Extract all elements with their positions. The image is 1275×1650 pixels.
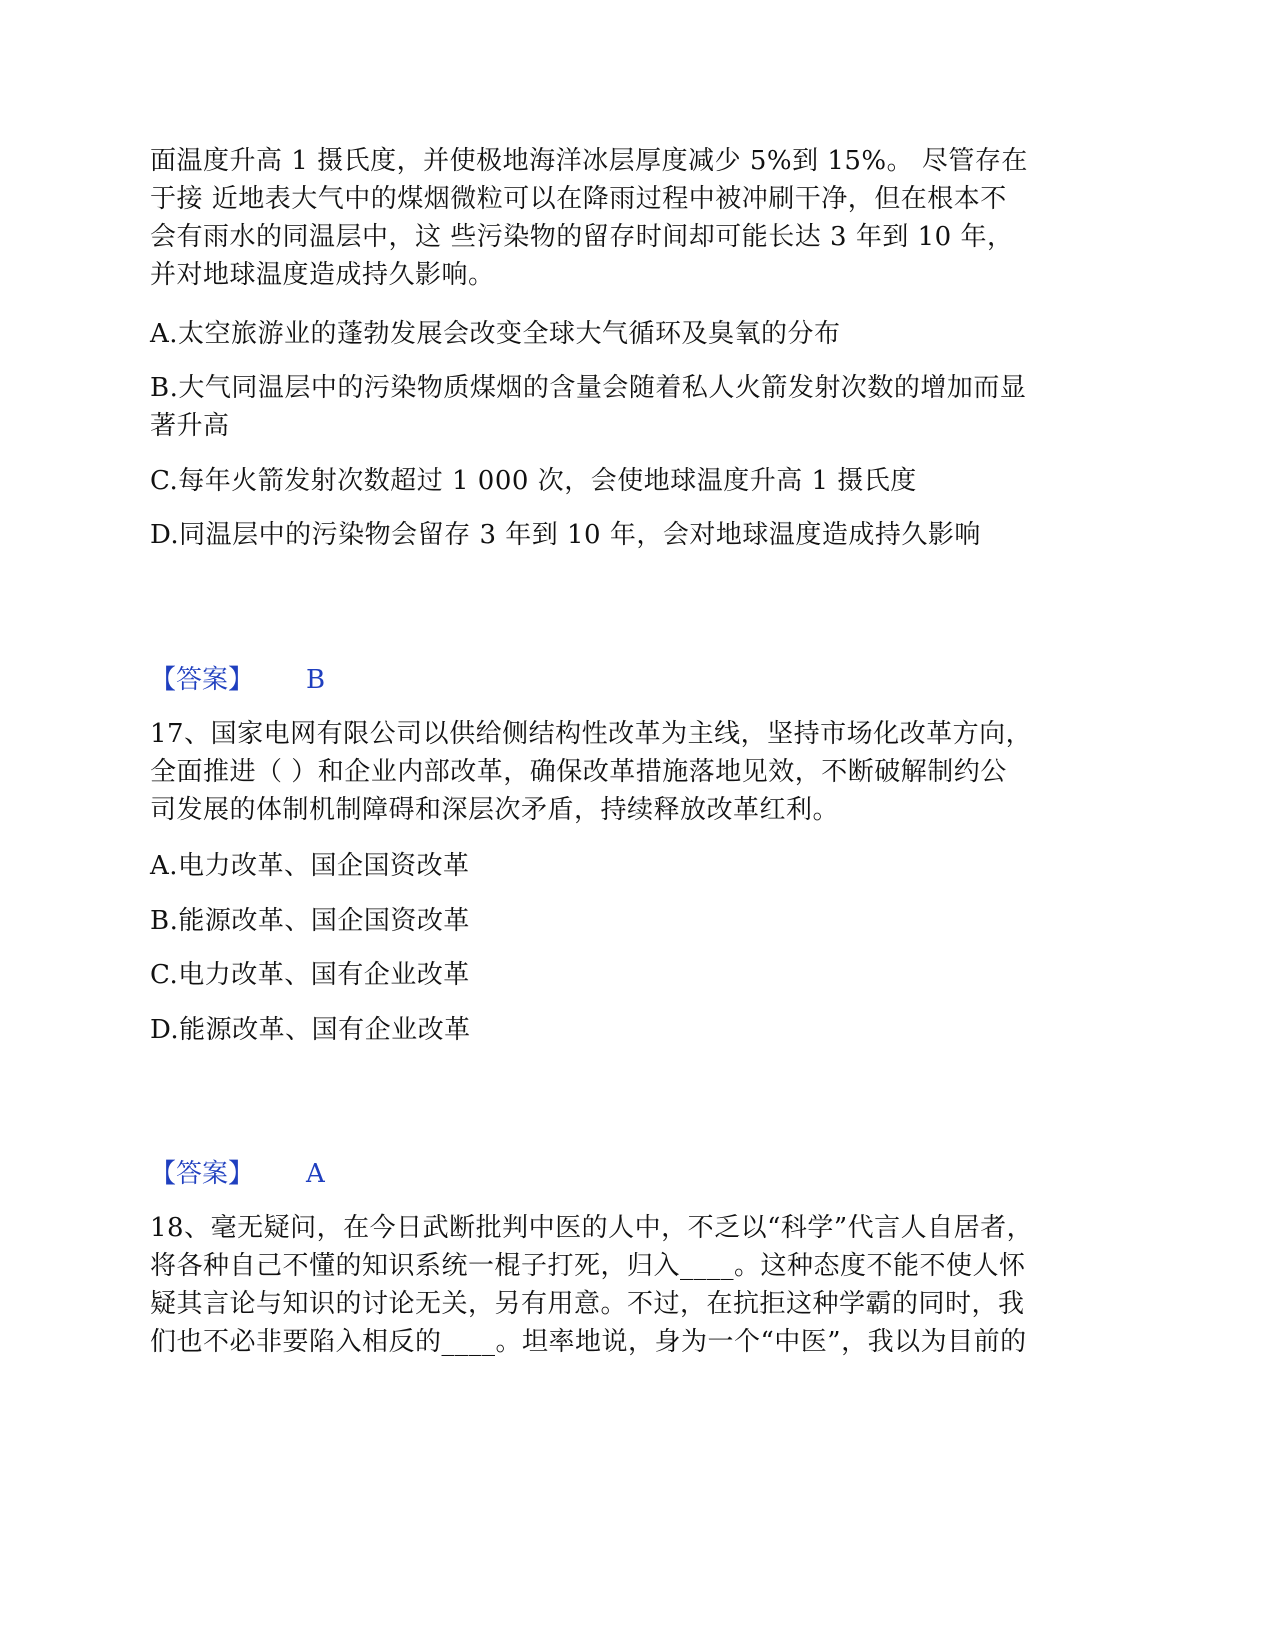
q17-answer-value: A bbox=[306, 1159, 325, 1189]
q17-option-a: A.电力改革、国企国资改革 bbox=[150, 851, 470, 881]
q17-stem-line-1: 17、国家电网有限公司以供给侧结构性改革为主线，坚持市场化改革方向， bbox=[150, 719, 1033, 749]
q18-stem-line-1: 18、毫无疑问，在今日武断批判中医的人中，不乏以“科学”代言人自居者， bbox=[150, 1213, 1034, 1243]
q17-stem bbox=[150, 715, 1110, 829]
q16-option-a: A.太空旅游业的蓬勃发展会改变全球大气循环及臭氧的分布 bbox=[150, 319, 841, 349]
q16-passage-line-4: 并对地球温度造成持久影响。 bbox=[150, 260, 495, 290]
q17-answer-label: 【答案】 bbox=[150, 1159, 255, 1189]
q18-stem-line-3: 疑其言论与知识的讨论无关，另有用意。不过，在抗拒这种学霸的同时，我 bbox=[150, 1289, 1025, 1319]
q16-passage-line-3: 会有雨水的同温层中，这 些污染物的留存时间却可能长达 3 年到 10 年， bbox=[150, 222, 1014, 252]
q16-option-b-line-1: B.大气同温层中的污染物质煤烟的含量会随着私人火箭发射次数的增加而显 bbox=[150, 373, 1027, 403]
q16-option-b bbox=[150, 369, 1110, 445]
q16-option-b-line-2: 著升高 bbox=[150, 411, 230, 441]
q17-option-c: C.电力改革、国有企业改革 bbox=[150, 960, 470, 990]
q16-answer-label: 【答案】 bbox=[150, 665, 255, 695]
q17-stem-line-2: 全面推进（ ）和企业内部改革，确保改革措施落地见效，不断破解制约公 bbox=[150, 757, 1007, 787]
q18-stem bbox=[150, 1209, 1110, 1361]
q16-answer-value: B bbox=[306, 665, 326, 695]
q16-option-c: C.每年火箭发射次数超过 1 000 次，会使地球温度升高 1 摄氏度 bbox=[150, 466, 917, 496]
q16-passage-line-2: 于接 近地表大气中的煤烟微粒可以在降雨过程中被冲刷干净，但在根本不 bbox=[150, 184, 1007, 214]
q16-passage bbox=[150, 142, 1110, 294]
q18-stem-line-2: 将各种自己不懂的知识系统一棍子打死，归入____。这种态度不能不使人怀 bbox=[150, 1251, 1026, 1281]
q18-stem-line-4: 们也不必非要陷入相反的____。坦率地说，身为一个“中医”，我以为目前的 bbox=[150, 1327, 1027, 1357]
q16-answer bbox=[150, 661, 325, 699]
q16-option-d: D.同温层中的污染物会留存 3 年到 10 年，会对地球温度造成持久影响 bbox=[150, 520, 981, 550]
q16-passage-line-1: 面温度升高 1 摄氏度，并使极地海洋冰层厚度减少 5%到 15%。 尽管存在 bbox=[150, 146, 1028, 176]
q17-option-b: B.能源改革、国企国资改革 bbox=[150, 906, 470, 936]
q17-answer bbox=[150, 1155, 325, 1193]
q17-stem-line-3: 司发展的体制机制障碍和深层次矛盾，持续释放改革红利。 bbox=[150, 795, 840, 825]
q17-option-d: D.能源改革、国有企业改革 bbox=[150, 1015, 471, 1045]
